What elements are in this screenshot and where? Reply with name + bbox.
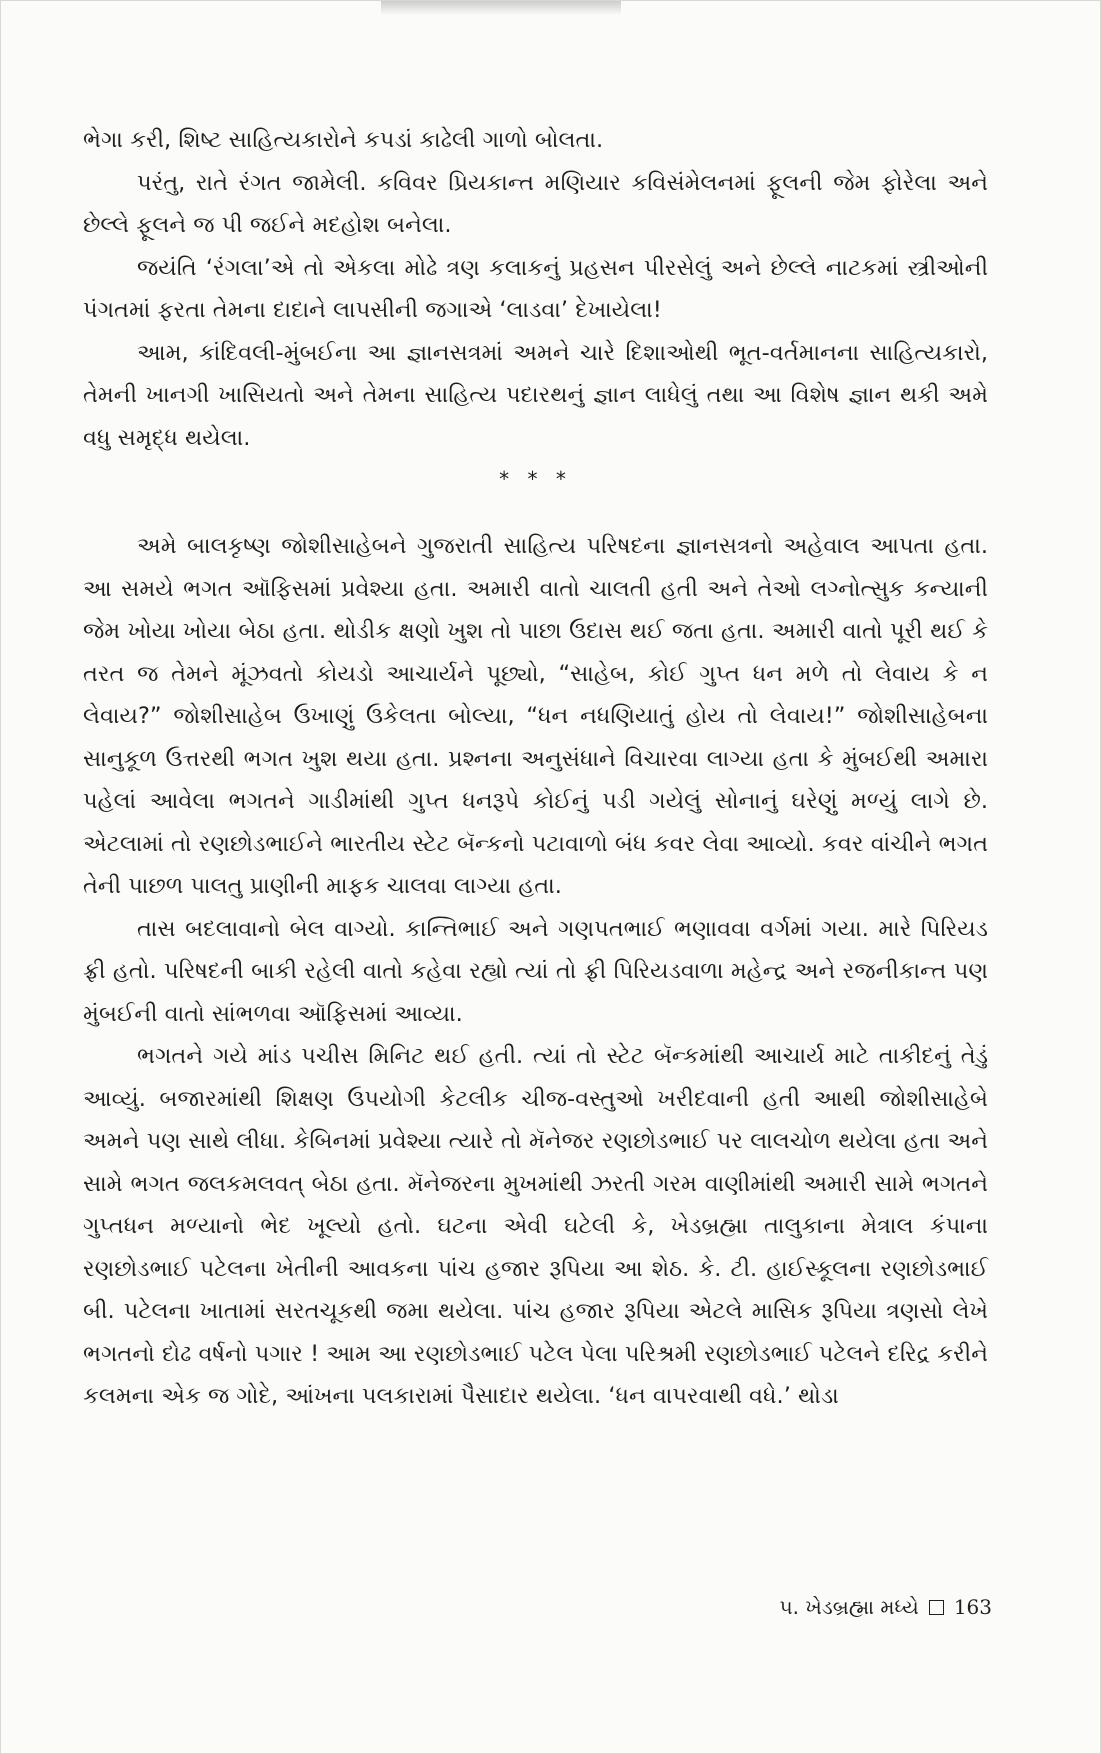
paragraph: તાસ બદલાવાનો બેલ વાગ્યો. કાન્તિભાઈ અને ગણપતભાઈ ભણાવવા વર્ગમાં ગયા. મારે પિરિયડ ફ્રી હતો. પરિષદની બાકી રહેલી વાતો કહેવા રહ્યો ત્યાં તો ફ્રી પિરિયડવાળા મહેન્દ્ર અને રજનીકાન્ત પણ મુંબઈની વાતો સાંભળવા ઑફિસમાં આવ્યા. <box>83 915 988 1027</box>
page-footer <box>780 1595 993 1619</box>
page-body <box>83 119 988 1418</box>
scan-shadow <box>381 1 621 15</box>
spacer <box>83 517 988 525</box>
paragraph: જયંતિ ‘રંગલા’એ તો એકલા મોઢે ત્રણ કલાકનું પ્રહસન પીરસેલું અને છેલ્લે નાટકમાં સ્ત્રીઓની પંગતમાં ફરતા તેમના દાદાને લાપસીની જગાએ ‘લાડવા’ દેખાયેલા! <box>83 254 988 323</box>
paragraph: અમે બાલકૃષ્ણ જોશીસાહેબને ગુજરાતી સાહિત્ય પરિષદના જ્ઞાનસત્રનો અહેવાલ આપતા હતા. આ સમયે ભગત ઑફિસમાં પ્રવેશ્યા હતા. અમારી વાતો ચાલતી હતી અને તેઓ લગ્નોત્સુક કન્યાની જેમ ખોયા ખોયા બેઠા હતા. થોડીક ક્ષણો ખુશ તો પાછા ઉદાસ થઈ જતા હતા. અમારી વાતો પૂરી થઈ કે તરત જ તેમને મૂંઝવતો કોયડો આચાર્યને પૂછ્યો, “સાહેબ, કોઈ ગુપ્ત ધન મળે તો લેવાય કે ન લેવાય?” જોશીસાહેબ ઉખાણું ઉકેલતા બોલ્યા, “ધન નધણિયાતું હોય તો લેવાય!” જોશીસાહેબના સાનુકૂળ ઉત્તરથી ભગત ખુશ થયા હતા. પ્રશ્નના અનુસંધાને વિચારવા લાગ્યા હતા કે મુંબઈથી અમારા પહેલાં આવેલા ભગતને ગાડીમાંથી ગુપ્ત ધનરૂપે કોઈનું પડી ગયેલું સોનાનું ઘરેણું મળ્યું લાગે છે. એટલામાં તો રણછોડભાઈને ભારતીય સ્ટેટ બૅન્કનો પટાવાળો બંધ કવર લેવા આવ્યો. કવર વાંચીને ભગત તેની પાછળ પાલતુ પ્રાણીની માફક ચાલવા લાગ્યા હતા. <box>83 533 988 899</box>
paragraph: પરંતુ, રાતે રંગત જામેલી. કવિવર પ્રિયકાન્ત મણિયાર કવિસંમેલનમાં ફૂલની જેમ ફોરેલા અને છેલ્લે ફૂલને જ પી જઈને મદહોશ બનેલા. <box>83 169 988 238</box>
page-number: 163 <box>953 1595 992 1619</box>
square-icon <box>929 1600 944 1615</box>
paragraph: ભેગા કરી, શિષ્ટ સાહિત્યકારોને કપડાં કાઢેલી ગાળો બોલતા. <box>83 127 604 153</box>
paragraph: ભગતને ગયે માંડ પચીસ મિનિટ થઈ હતી. ત્યાં તો સ્ટેટ બૅન્કમાંથી આચાર્ય માટે તાકીદનું તેડું આવ્યું. બજારમાંથી શિક્ષણ ઉપયોગી કેટલીક ચીજ-વસ્તુઓ ખરીદવાની હતી આથી જોશીસાહેબે અમને પણ સાથે લીધા. કેબિનમાં પ્રવેશ્યા ત્યારે તો મૅનેજર રણછોડભાઈ પર લાલચોળ થયેલા હતા અને સામે ભગત જલકમલવત્ બેઠા હતા. મૅનેજરના મુખમાંથી ઝરતી ગરમ વાણીમાંથી અમારી સામે ભગતને ગુપ્તધન મળ્યાનો ભેદ ખૂલ્યો હતો. ઘટના એવી ઘટેલી કે, ખેડબ્રહ્મા તાલુકાના મેત્રાલ કંપાના રણછોડભાઈ પટેલના ખેતીની આવકના પાંચ હજાર રૂપિયા આ શેઠ. કે. ટી. હાઈસ્કૂલના રણછોડભાઈ બી. પટેલના ખાતામાં સરતચૂકથી જમા થયેલા. પાંચ હજાર રૂપિયા એટલે માસિક રૂપિયા ત્રણસો લેખે ભગતનો દોઢ વર્ષનો પગાર ! આમ આ રણછોડભાઈ પટેલ પેલા પરિશ્રમી રણછોડભાઈ પટેલને દરિદ્ર કરીને કલમના એક જ ગોદે, આંખના પલકારામાં પૈસાદાર થયેલા. ‘ધન વાપરવાથી વધે.’ થોડા <box>83 1043 988 1409</box>
paragraph: આમ, કાંદિવલી-મુંબઈના આ જ્ઞાનસત્રમાં અમને ચારે દિશાઓથી ભૂત-વર્તમાનના સાહિત્યકારો, તેમની ખાનગી ખાસિયતો અને તેમના સાહિત્ય પદારથનું જ્ઞાન લાધેલું તથા આ વિશેષ જ્ઞાન થકી અમે વધુ સમૃદ્ધ થયેલા. <box>83 339 988 451</box>
chapter-title: ૫. ખેડબ્રહ્મા મધ્યે <box>779 1595 919 1619</box>
section-separator: * * * <box>499 467 572 491</box>
